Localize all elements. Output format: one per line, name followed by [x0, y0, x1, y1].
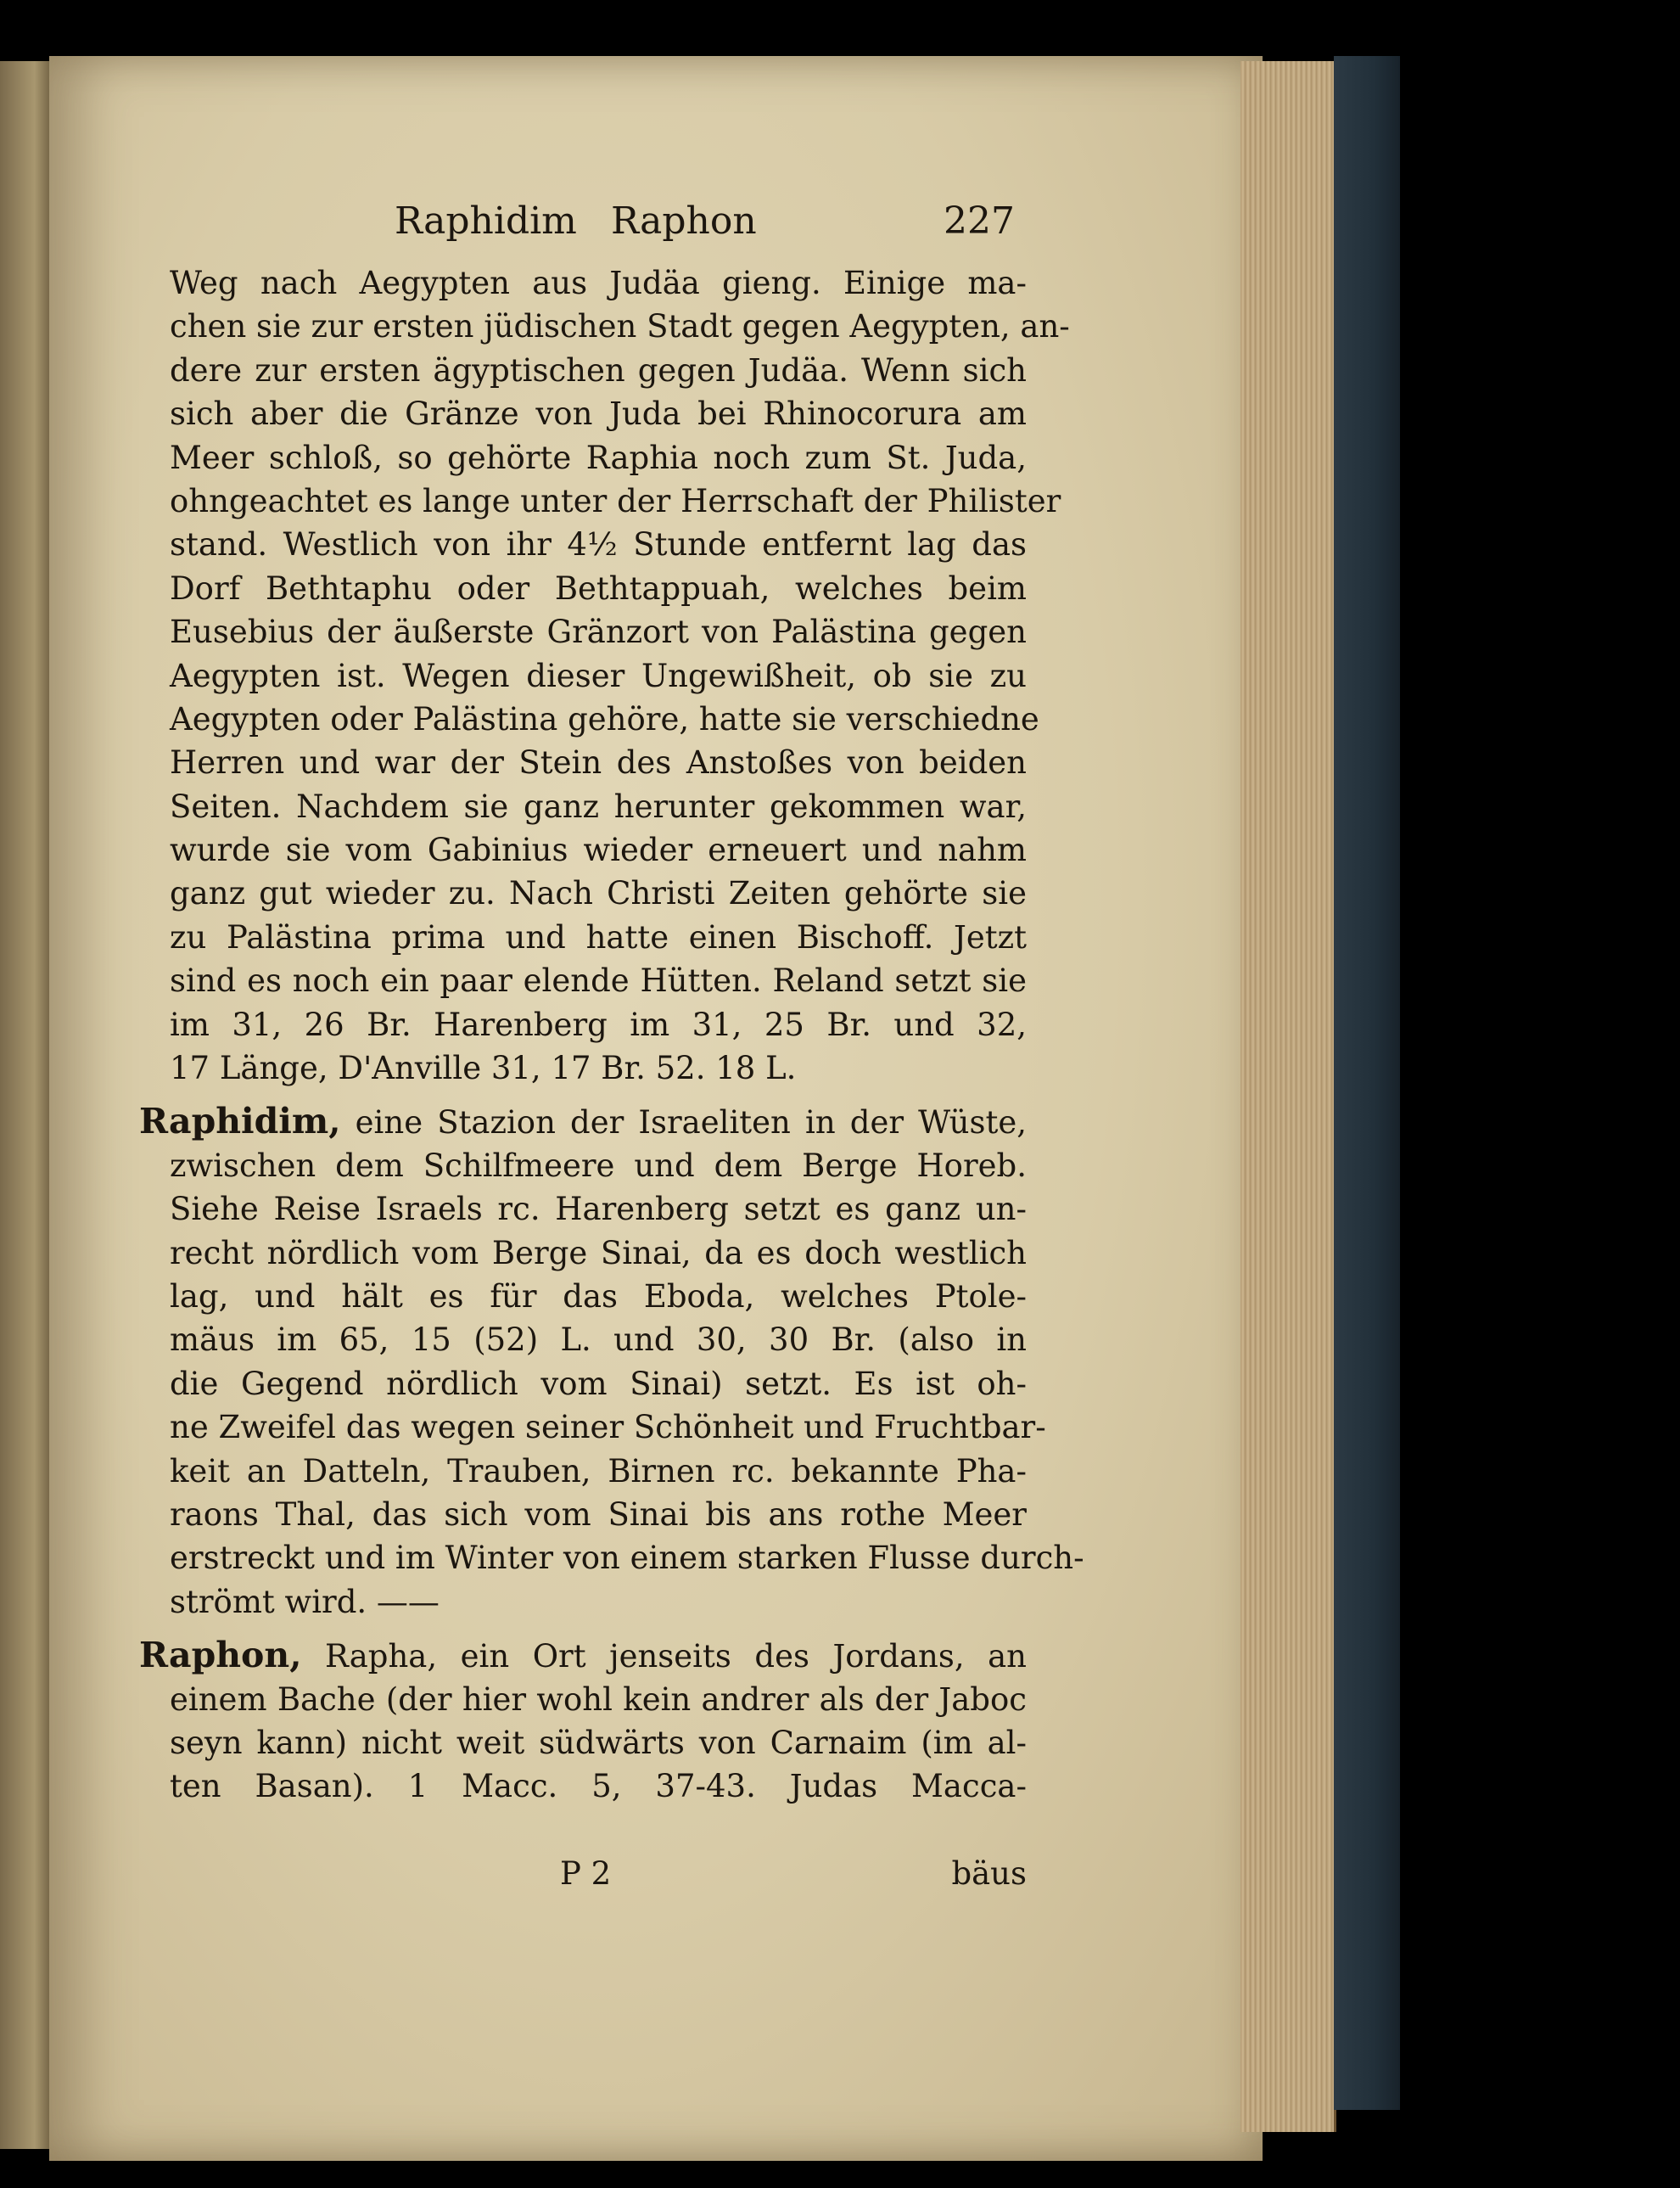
page-footer [170, 1852, 1027, 1896]
text-line: 17 Länge, D'Anville 31, 17 Br. 52. 18 L. [170, 1050, 797, 1087]
text-line: erstreckt und im Winter von einem starken Flusse durch- [170, 1540, 1084, 1577]
text-line: die Gegend nördlich vom Sinai) setzt. Es ist oh- [170, 1365, 1027, 1402]
text-line: Aegypten ist. Wegen dieser Ungewißheit, ob sie zu [170, 657, 1027, 694]
text-line: stand. Westlich von ihr 4½ Stunde entfernt lag das [170, 526, 1027, 564]
text-line: zu Palästina prima und hatte einen Bischoff. Jetzt [170, 918, 1027, 956]
text-line: strömt wird. —— [170, 1583, 440, 1620]
text-fragment: Rapha, ein Ort jenseits des Jordans, an [301, 1638, 1027, 1675]
text-fragment: eine Stazion der Israeliten in der Wüste, [340, 1104, 1027, 1142]
text-line: keit an Datteln, Trauben, Birnen rc. bekannte Pha- [170, 1452, 1027, 1490]
text-line: ten Basan). 1 Macc. 5, 37-43. Judas Macca- [170, 1768, 1027, 1805]
text-line: ganz gut wieder zu. Nach Christi Zeiten gehörte sie [170, 875, 1027, 912]
signature-mark: P 2 [560, 1855, 612, 1892]
text-line: mäus im 65, 15 (52) L. und 30, 30 Br. (also in [170, 1321, 1027, 1359]
text-lines [139, 261, 1084, 1809]
catchword: bäus [951, 1855, 1027, 1892]
running-head-right: Raphon [611, 199, 757, 243]
text-line: Herren und war der Stein des Anstoßes von beiden [170, 744, 1027, 782]
running-head-left: Raphidim [395, 199, 577, 243]
text-line: Weg nach Aegypten aus Judäa gieng. Einige ma- [170, 265, 1027, 301]
text-line: raons Thal, das sich vom Sinai bis ans rothe Meer [170, 1495, 1027, 1533]
text-line: wurde sie vom Gabinius wieder erneuert und nahm [170, 832, 1027, 869]
text-line: Seiten. Nachdem sie ganz herunter gekommen war, [170, 788, 1027, 825]
running-header [170, 199, 1027, 250]
text-line: recht nördlich vom Berge Sinai, da es doch westlich [170, 1234, 1027, 1271]
entry-raphon-first-line [139, 1634, 1027, 1677]
entry-keyword: Raphon, [139, 1635, 302, 1676]
text-line: seyn kann) nicht weit südwärts von Carnaim (im al- [170, 1724, 1027, 1761]
text-line: einem Bache (der hier wohl kein andrer als der Jaboc [170, 1680, 1027, 1718]
entry-keyword: Raphidim, [139, 1101, 341, 1142]
text-line: chen sie zur ersten jüdischen Stadt gegen Aegypten, an- [170, 308, 1070, 345]
book-cover [1334, 56, 1400, 2110]
text-line: Meer schloß, so gehörte Raphia noch zum St. Juda, [170, 439, 1027, 476]
text-line: lag, und hält es für das Eboda, welches Ptole- [170, 1277, 1027, 1315]
page-number: 227 [944, 199, 1015, 243]
text-line: Eusebius der äußerste Gränzort von Palästina gegen [170, 614, 1027, 651]
text-line: dere zur ersten ägyptischen gegen Judäa. Wenn sich [170, 351, 1027, 389]
page-edges [1240, 61, 1336, 2132]
text-line: ohngeachtet es lange unter der Herrschaft der Philister [170, 482, 1061, 519]
text-line: im 31, 26 Br. Harenberg im 31, 25 Br. und 32, [170, 1006, 1027, 1043]
text-line: sind es noch ein paar elende Hütten. Reland setzt sie [170, 962, 1027, 1000]
text-line: ne Zweifel das wegen seiner Schönheit und Fruchtbar- [170, 1409, 1046, 1446]
entry-raphidim-first-line [139, 1100, 1027, 1143]
text-line: zwischen dem Schilfmeere und dem Berge Horeb. [170, 1147, 1027, 1184]
text-line: Siehe Reise Israels rc. Harenberg setzt es ganz un- [170, 1191, 1027, 1228]
text-line: sich aber die Gränze von Juda bei Rhinocorura am [170, 396, 1027, 433]
text-line: Dorf Bethtaphu oder Bethtappuah, welches beim [170, 569, 1027, 607]
text-line: Aegypten oder Palästina gehöre, hatte sie verschiedne [170, 700, 1039, 738]
